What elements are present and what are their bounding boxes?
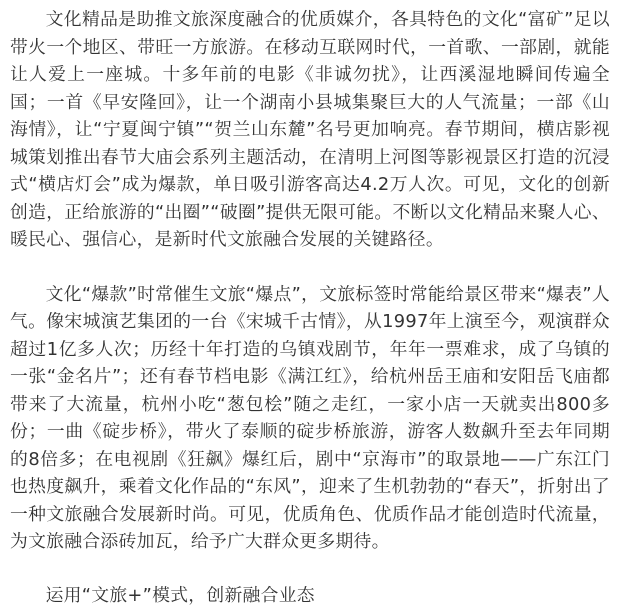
paragraph-cultural-products: 文化精品是助推文旅深度融合的优质媒介，各具特色的文化“富矿”足以带火一个地区、带旺一方旅游。在移动互联网时代，一首歌、一部剧，就能让人爱上一座城。十多年前的电影《非诚勿扰》，让西溪湿地瞬间传遍全国；一首《早安隆回》，让一个湖南小县城集聚巨大的人气流量；一部《山海情》，让“宁夏闽宁镇”“贺兰山东麓”名号更加响亮。春节期间，横店影视城策划推出春节大庙会系列主题活动，在清明上河图等影视景区打造的沉浸式“横店灯会”成为爆款，单日吸引游客高达4.2万人次。可见，文化的创新创造，正给旅游的“出圈”“破圈”提供无限可能。不断以文化精品来聚人心、暖民心、强信心，是新时代文旅融合发展的关键路径。 [10,9,610,250]
section-subheading: 运用“文旅+”模式，创新融合业态 [45,584,315,606]
article-body [10,6,610,609]
paragraph-cultural-hits: 文化“爆款”时常催生文旅“爆点”，文旅标签时常能给景区带来“爆表”人气。像宋城演艺集团的一台《宋城千古情》，从1997年上演至今，观演群众超过1亿多人次；历经十年打造的乌镇戏剧节，年年一票难求，成了乌镇的一张“金名片”；还有春节档电影《满江红》，给杭州岳王庙和安阳岳飞庙都带来了大流量，杭州小吃“葱包桧”随之走红，一家小店一天就卖出800多份；一曲《碇步桥》，带火了泰顺的碇步桥旅游，游客人数飙升至去年同期的8倍多；在电视剧《狂飙》爆红后，剧中“京海市”的取景地——广东江门也热度飙升，乘着文化作品的“东风”，迎来了生机勃勃的“春天”，折射出了一种文旅融合发展新时尚。可见，优质角色、优质作品才能创造时代流量，为文旅融合添砖加瓦，给予广大群众更多期待。 [10,283,610,552]
